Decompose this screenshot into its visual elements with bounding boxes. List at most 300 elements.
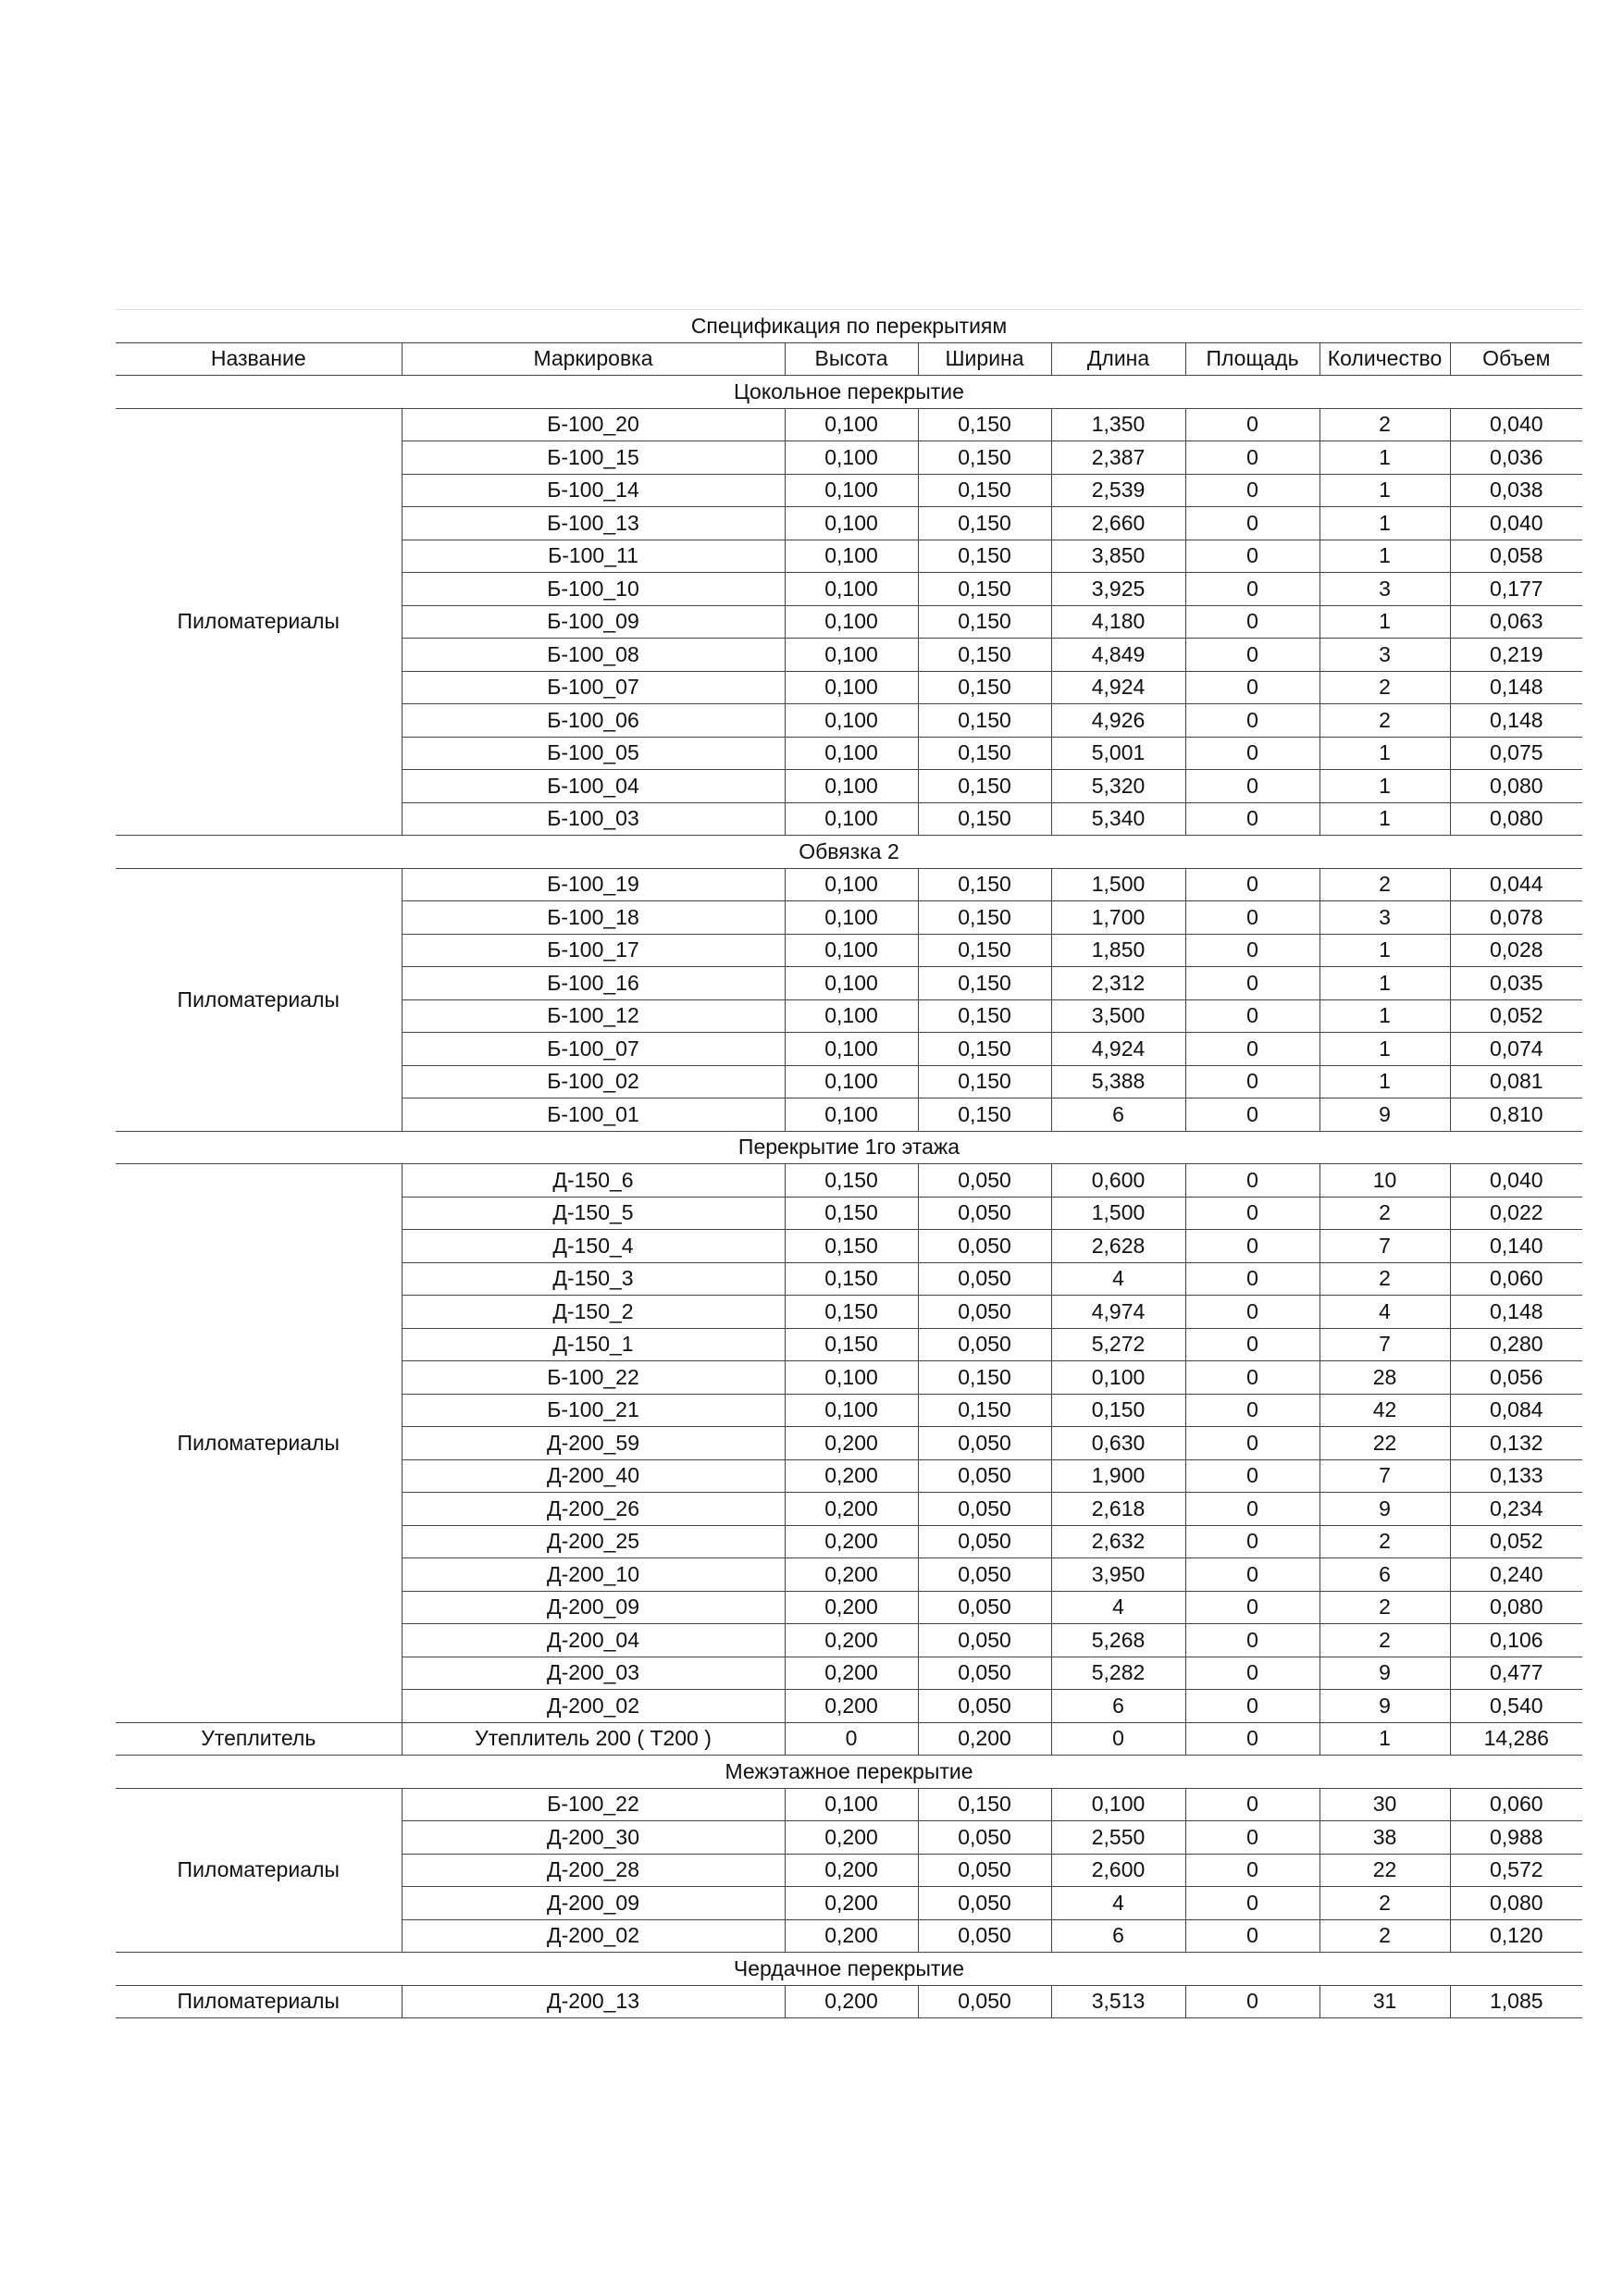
material-group-name: Пиломатериалы xyxy=(116,1985,402,2018)
section-title: Чердачное перекрытие xyxy=(116,1953,1582,1986)
table-cell: 2,632 xyxy=(1051,1525,1185,1558)
table-cell: 4 xyxy=(1051,1262,1185,1296)
table-cell: 0 xyxy=(1185,967,1319,1000)
table-title: Спецификация по перекрытиям xyxy=(116,310,1582,343)
table-cell: 0,074 xyxy=(1450,1033,1582,1066)
table-cell: Б-100_17 xyxy=(402,934,785,967)
table-cell: 0,150 xyxy=(785,1197,918,1230)
table-cell: Д-200_40 xyxy=(402,1459,785,1493)
table-cell: 0,150 xyxy=(918,901,1051,935)
table-cell: 0 xyxy=(1185,1262,1319,1296)
table-cell: 0,100 xyxy=(1051,1361,1185,1395)
table-cell: 2,550 xyxy=(1051,1821,1185,1855)
table-cell: 0,150 xyxy=(918,1394,1051,1427)
table-cell: 0 xyxy=(1185,1459,1319,1493)
table-cell: 0,540 xyxy=(1450,1690,1582,1723)
section-header-row xyxy=(116,1756,1582,1789)
table-cell: 0,028 xyxy=(1450,934,1582,967)
table-cell: 0,200 xyxy=(785,1821,918,1855)
table-cell: 2 xyxy=(1319,1197,1450,1230)
table-cell: Д-200_02 xyxy=(402,1919,785,1953)
table-cell: 42 xyxy=(1319,1394,1450,1427)
table-cell: 0,050 xyxy=(918,1459,1051,1493)
table-cell: 1 xyxy=(1319,770,1450,803)
section-title: Цокольное перекрытие xyxy=(116,376,1582,409)
table-cell: 0,150 xyxy=(785,1328,918,1361)
table-cell: 0 xyxy=(1185,704,1319,738)
section-header-row xyxy=(116,1131,1582,1164)
table-cell: 0 xyxy=(1185,1821,1319,1855)
table-cell: Д-150_3 xyxy=(402,1262,785,1296)
table-cell: 0,100 xyxy=(785,573,918,606)
table-cell: 0,050 xyxy=(918,1624,1051,1657)
table-cell: Д-150_6 xyxy=(402,1164,785,1198)
table-cell: 22 xyxy=(1319,1854,1450,1887)
table-cell: 0,133 xyxy=(1450,1459,1582,1493)
table-cell: 2 xyxy=(1319,1919,1450,1953)
table-cell: 0,100 xyxy=(785,441,918,475)
table-cell: 0,100 xyxy=(785,1361,918,1395)
table-cell: 0,150 xyxy=(918,441,1051,475)
table-cell: 2 xyxy=(1319,1624,1450,1657)
table-cell: 3,513 xyxy=(1051,1985,1185,2018)
table-cell: 0 xyxy=(1185,540,1319,573)
table-cell: 6 xyxy=(1051,1690,1185,1723)
table-cell: 7 xyxy=(1319,1459,1450,1493)
table-cell: 0,200 xyxy=(785,1854,918,1887)
table-cell: 0,038 xyxy=(1450,474,1582,507)
table-cell: 0 xyxy=(1185,1098,1319,1132)
table-cell: 2,387 xyxy=(1051,441,1185,475)
table-cell: Д-200_28 xyxy=(402,1854,785,1887)
table-cell: 0 xyxy=(1185,1230,1319,1263)
table-cell: Д-200_30 xyxy=(402,1821,785,1855)
table-cell: 0,100 xyxy=(785,474,918,507)
table-cell: 1 xyxy=(1319,1722,1450,1756)
table-cell: Б-100_15 xyxy=(402,441,785,475)
table-cell: 0,100 xyxy=(785,1065,918,1098)
table-cell: 0,200 xyxy=(785,1459,918,1493)
table-cell: 0,150 xyxy=(918,408,1051,441)
table-cell: 9 xyxy=(1319,1657,1450,1690)
table-cell: Б-100_22 xyxy=(402,1788,785,1821)
table-cell: 5,340 xyxy=(1051,802,1185,836)
table-cell: 9 xyxy=(1319,1690,1450,1723)
table-row xyxy=(116,1722,1582,1756)
table-cell: 0,200 xyxy=(785,1657,918,1690)
table-cell: 0,200 xyxy=(785,1525,918,1558)
column-header: Название xyxy=(116,342,402,376)
table-cell: 10 xyxy=(1319,1164,1450,1198)
table-cell: 0,150 xyxy=(918,1788,1051,1821)
column-header: Длина xyxy=(1051,342,1185,376)
table-cell: 0,150 xyxy=(1051,1394,1185,1427)
table-cell: 0,572 xyxy=(1450,1854,1582,1887)
table-cell: Д-150_2 xyxy=(402,1296,785,1329)
table-cell: 4,926 xyxy=(1051,704,1185,738)
table-cell: 2 xyxy=(1319,868,1450,901)
table-cell: Б-100_16 xyxy=(402,967,785,1000)
table-cell: 0 xyxy=(1185,474,1319,507)
table-title-row xyxy=(116,310,1582,343)
table-cell: Б-100_06 xyxy=(402,704,785,738)
table-cell: Б-100_01 xyxy=(402,1098,785,1132)
table-cell: 0 xyxy=(1185,1296,1319,1329)
table-cell: 2,618 xyxy=(1051,1493,1185,1526)
table-cell: 0 xyxy=(1185,1854,1319,1887)
table-cell: 0,148 xyxy=(1450,1296,1582,1329)
table-cell: 0 xyxy=(1185,1394,1319,1427)
table-cell: 0,050 xyxy=(918,1525,1051,1558)
table-cell: 4,974 xyxy=(1051,1296,1185,1329)
material-group-name: Утеплитель xyxy=(116,1722,402,1756)
table-cell: 1 xyxy=(1319,934,1450,967)
table-cell: 0 xyxy=(1185,999,1319,1033)
table-cell: 1,850 xyxy=(1051,934,1185,967)
table-cell: Д-200_04 xyxy=(402,1624,785,1657)
column-header: Объем xyxy=(1450,342,1582,376)
table-cell: 0,100 xyxy=(785,868,918,901)
table-cell: 3,950 xyxy=(1051,1558,1185,1592)
table-cell: 0,100 xyxy=(785,737,918,770)
table-cell: 0 xyxy=(1185,1788,1319,1821)
material-group-name: Пиломатериалы xyxy=(116,868,402,1131)
table-cell: Д-150_4 xyxy=(402,1230,785,1263)
table-row xyxy=(116,868,1582,901)
table-cell: 4 xyxy=(1051,1887,1185,1920)
table-cell: 0 xyxy=(1185,901,1319,935)
table-cell: 1,900 xyxy=(1051,1459,1185,1493)
table-cell: 1,500 xyxy=(1051,868,1185,901)
table-cell: Б-100_08 xyxy=(402,639,785,672)
table-cell: Б-100_05 xyxy=(402,737,785,770)
table-cell: 1,085 xyxy=(1450,1985,1582,2018)
table-cell: 0 xyxy=(1185,1033,1319,1066)
table-cell: 7 xyxy=(1319,1328,1450,1361)
material-group-name: Пиломатериалы xyxy=(116,1164,402,1723)
table-cell: Б-100_21 xyxy=(402,1394,785,1427)
table-cell: 5,282 xyxy=(1051,1657,1185,1690)
specification-table-container xyxy=(116,309,1582,2018)
table-cell: 0,036 xyxy=(1450,441,1582,475)
table-cell: 31 xyxy=(1319,1985,1450,2018)
table-cell: 0,200 xyxy=(785,1690,918,1723)
table-cell: 0,150 xyxy=(918,507,1051,540)
table-cell: 0,810 xyxy=(1450,1098,1582,1132)
table-cell: 2 xyxy=(1319,671,1450,704)
table-cell: 0 xyxy=(1185,770,1319,803)
table-cell: 0,100 xyxy=(785,1394,918,1427)
table-cell: 0,040 xyxy=(1450,1164,1582,1198)
table-cell: 2,660 xyxy=(1051,507,1185,540)
table-cell: 0 xyxy=(1185,1493,1319,1526)
table-cell: 0,044 xyxy=(1450,868,1582,901)
table-cell: 0 xyxy=(1185,507,1319,540)
table-cell: Б-100_04 xyxy=(402,770,785,803)
table-cell: Б-100_19 xyxy=(402,868,785,901)
table-cell: 0 xyxy=(1185,1427,1319,1460)
table-cell: 3 xyxy=(1319,901,1450,935)
table-cell: 0,988 xyxy=(1450,1821,1582,1855)
table-cell: 0 xyxy=(1185,1690,1319,1723)
table-cell: 14,286 xyxy=(1450,1722,1582,1756)
column-header: Высота xyxy=(785,342,918,376)
table-cell: Утеплитель 200 ( Т200 ) xyxy=(402,1722,785,1756)
table-cell: 0,100 xyxy=(785,901,918,935)
table-cell: 0,150 xyxy=(785,1262,918,1296)
table-cell: 1,500 xyxy=(1051,1197,1185,1230)
table-cell: 0,100 xyxy=(785,999,918,1033)
table-cell: 0,100 xyxy=(785,802,918,836)
table-cell: 5,268 xyxy=(1051,1624,1185,1657)
table-cell: 6 xyxy=(1319,1558,1450,1592)
table-cell: 0 xyxy=(1185,1591,1319,1624)
table-cell: 0,150 xyxy=(918,802,1051,836)
table-cell: 0,100 xyxy=(1051,1788,1185,1821)
table-cell: 0,234 xyxy=(1450,1493,1582,1526)
table-cell: 0,150 xyxy=(918,737,1051,770)
table-cell: 0 xyxy=(1185,573,1319,606)
table-cell: 3 xyxy=(1319,573,1450,606)
table-cell: 0,150 xyxy=(918,671,1051,704)
table-cell: 0,477 xyxy=(1450,1657,1582,1690)
table-cell: Б-100_13 xyxy=(402,507,785,540)
table-cell: 0,100 xyxy=(785,1788,918,1821)
column-header: Маркировка xyxy=(402,342,785,376)
table-cell: Д-200_09 xyxy=(402,1591,785,1624)
table-cell: 5,272 xyxy=(1051,1328,1185,1361)
table-cell: 0,050 xyxy=(918,1262,1051,1296)
table-cell: Д-200_09 xyxy=(402,1887,785,1920)
table-cell: Б-100_20 xyxy=(402,408,785,441)
table-cell: Д-200_26 xyxy=(402,1493,785,1526)
material-group-name: Пиломатериалы xyxy=(116,408,402,836)
table-cell: 0,100 xyxy=(785,1033,918,1066)
table-cell: 5,320 xyxy=(1051,770,1185,803)
table-cell: 0,050 xyxy=(918,1985,1051,2018)
table-cell: 0 xyxy=(1185,1065,1319,1098)
specification-table xyxy=(116,309,1582,2018)
table-cell: 0,050 xyxy=(918,1197,1051,1230)
table-cell: 0,200 xyxy=(785,1624,918,1657)
table-cell: 0,050 xyxy=(918,1887,1051,1920)
table-cell: 0,150 xyxy=(918,868,1051,901)
table-cell: 0 xyxy=(1185,934,1319,967)
table-cell: 0,150 xyxy=(918,540,1051,573)
table-cell: 3,925 xyxy=(1051,573,1185,606)
table-row xyxy=(116,1985,1582,2018)
table-cell: 7 xyxy=(1319,1230,1450,1263)
table-cell: 0 xyxy=(1185,1361,1319,1395)
table-cell: 0,100 xyxy=(785,408,918,441)
table-cell: 28 xyxy=(1319,1361,1450,1395)
table-cell: 2 xyxy=(1319,1525,1450,1558)
table-cell: 0,050 xyxy=(918,1591,1051,1624)
table-cell: 0 xyxy=(785,1722,918,1756)
table-cell: 1 xyxy=(1319,999,1450,1033)
table-cell: 0,050 xyxy=(918,1230,1051,1263)
table-cell: Б-100_18 xyxy=(402,901,785,935)
table-cell: 0,050 xyxy=(918,1164,1051,1198)
table-cell: 6 xyxy=(1051,1919,1185,1953)
table-cell: 0,060 xyxy=(1450,1788,1582,1821)
table-cell: 0,148 xyxy=(1450,671,1582,704)
table-cell: Б-100_11 xyxy=(402,540,785,573)
table-cell: 0 xyxy=(1185,1624,1319,1657)
table-cell: 0,280 xyxy=(1450,1328,1582,1361)
table-cell: 0,050 xyxy=(918,1558,1051,1592)
table-cell: 0,150 xyxy=(785,1230,918,1263)
table-cell: 0,050 xyxy=(918,1821,1051,1855)
table-cell: 0,056 xyxy=(1450,1361,1582,1395)
table-cell: 0,100 xyxy=(785,967,918,1000)
table-cell: 9 xyxy=(1319,1098,1450,1132)
table-cell: 0 xyxy=(1185,605,1319,639)
table-cell: 0,219 xyxy=(1450,639,1582,672)
table-cell: 9 xyxy=(1319,1493,1450,1526)
table-cell: 0,120 xyxy=(1450,1919,1582,1953)
table-cell: 0,100 xyxy=(785,934,918,967)
table-cell: 0,150 xyxy=(918,474,1051,507)
table-cell: 0,150 xyxy=(918,934,1051,967)
table-cell: 2,628 xyxy=(1051,1230,1185,1263)
table-cell: Д-200_13 xyxy=(402,1985,785,2018)
table-cell: 3,850 xyxy=(1051,540,1185,573)
table-cell: 1 xyxy=(1319,605,1450,639)
table-cell: 6 xyxy=(1051,1098,1185,1132)
table-cell: 0,200 xyxy=(785,1887,918,1920)
table-cell: Б-100_10 xyxy=(402,573,785,606)
table-cell: 5,001 xyxy=(1051,737,1185,770)
table-cell: Б-100_22 xyxy=(402,1361,785,1395)
material-group-name: Пиломатериалы xyxy=(116,1788,402,1953)
table-cell: Д-200_59 xyxy=(402,1427,785,1460)
table-cell: 4,924 xyxy=(1051,1033,1185,1066)
table-cell: 0,150 xyxy=(785,1164,918,1198)
table-cell: 0,050 xyxy=(918,1296,1051,1329)
table-cell: 4,180 xyxy=(1051,605,1185,639)
table-cell: 0,132 xyxy=(1450,1427,1582,1460)
section-title: Обвязка 2 xyxy=(116,836,1582,869)
table-row xyxy=(116,408,1582,441)
table-cell: 0,200 xyxy=(785,1985,918,2018)
table-cell: 1,350 xyxy=(1051,408,1185,441)
table-cell: 1 xyxy=(1319,802,1450,836)
table-cell: 0,081 xyxy=(1450,1065,1582,1098)
table-cell: 2 xyxy=(1319,704,1450,738)
table-cell: 0,040 xyxy=(1450,408,1582,441)
table-cell: 2,539 xyxy=(1051,474,1185,507)
table-cell: Д-150_1 xyxy=(402,1328,785,1361)
table-cell: 0,600 xyxy=(1051,1164,1185,1198)
table-cell: 0,100 xyxy=(785,639,918,672)
table-cell: 0 xyxy=(1185,1657,1319,1690)
section-title: Перекрытие 1го этажа xyxy=(116,1131,1582,1164)
table-cell: 0,140 xyxy=(1450,1230,1582,1263)
table-cell: 0,050 xyxy=(918,1854,1051,1887)
table-cell: 0,200 xyxy=(918,1722,1051,1756)
table-cell: 4,849 xyxy=(1051,639,1185,672)
table-cell: 5,388 xyxy=(1051,1065,1185,1098)
table-cell: 0,050 xyxy=(918,1328,1051,1361)
table-cell: 22 xyxy=(1319,1427,1450,1460)
table-cell: 0,084 xyxy=(1450,1394,1582,1427)
table-cell: 38 xyxy=(1319,1821,1450,1855)
table-cell: 0,022 xyxy=(1450,1197,1582,1230)
table-cell: 0,050 xyxy=(918,1427,1051,1460)
table-cell: 0,200 xyxy=(785,1493,918,1526)
table-cell: 0,106 xyxy=(1450,1624,1582,1657)
table-cell: 3 xyxy=(1319,639,1450,672)
table-cell: 0,050 xyxy=(918,1690,1051,1723)
table-cell: 0,080 xyxy=(1450,1887,1582,1920)
table-cell: 0,177 xyxy=(1450,573,1582,606)
table-cell: 0,150 xyxy=(918,999,1051,1033)
table-cell: Б-100_14 xyxy=(402,474,785,507)
table-cell: 0,052 xyxy=(1450,999,1582,1033)
table-cell: 0,050 xyxy=(918,1657,1051,1690)
table-cell: 1 xyxy=(1319,737,1450,770)
table-cell: Б-100_03 xyxy=(402,802,785,836)
table-cell: 0,150 xyxy=(918,639,1051,672)
table-cell: 0,200 xyxy=(785,1427,918,1460)
table-cell: 0,063 xyxy=(1450,605,1582,639)
table-cell: 1,700 xyxy=(1051,901,1185,935)
table-cell: 0 xyxy=(1185,1919,1319,1953)
table-cell: 1 xyxy=(1319,1065,1450,1098)
section-header-row xyxy=(116,376,1582,409)
table-cell: 0,630 xyxy=(1051,1427,1185,1460)
table-cell: 1 xyxy=(1319,967,1450,1000)
table-cell: 0,080 xyxy=(1450,1591,1582,1624)
table-cell: 0 xyxy=(1185,868,1319,901)
table-cell: 4 xyxy=(1051,1591,1185,1624)
table-cell: 0 xyxy=(1185,1985,1319,2018)
table-cell: 0,150 xyxy=(918,770,1051,803)
table-cell: 2 xyxy=(1319,1591,1450,1624)
table-cell: 0 xyxy=(1185,639,1319,672)
table-cell: 30 xyxy=(1319,1788,1450,1821)
table-cell: 0 xyxy=(1185,1197,1319,1230)
table-cell: 0,100 xyxy=(785,605,918,639)
table-cell: 0,080 xyxy=(1450,802,1582,836)
table-cell: 0,080 xyxy=(1450,770,1582,803)
table-cell: Б-100_07 xyxy=(402,671,785,704)
table-cell: Д-200_02 xyxy=(402,1690,785,1723)
table-row xyxy=(116,1164,1582,1198)
table-cell: Б-100_07 xyxy=(402,1033,785,1066)
table-cell: 1 xyxy=(1319,441,1450,475)
table-cell: 0,035 xyxy=(1450,967,1582,1000)
table-cell: 1 xyxy=(1319,474,1450,507)
table-cell: 0,200 xyxy=(785,1591,918,1624)
table-cell: 2 xyxy=(1319,408,1450,441)
table-cell: 0 xyxy=(1185,441,1319,475)
table-cell: 0 xyxy=(1185,1328,1319,1361)
table-cell: 2,312 xyxy=(1051,967,1185,1000)
header-row xyxy=(116,342,1582,376)
table-cell: 0,100 xyxy=(785,507,918,540)
table-cell: 0,150 xyxy=(918,967,1051,1000)
table-cell: 0 xyxy=(1185,1558,1319,1592)
table-cell: 0 xyxy=(1185,1525,1319,1558)
table-cell: 0 xyxy=(1185,1164,1319,1198)
table-cell: 0,150 xyxy=(918,1098,1051,1132)
table-cell: 0,050 xyxy=(918,1919,1051,1953)
table-cell: Б-100_02 xyxy=(402,1065,785,1098)
table-cell: 0 xyxy=(1185,1722,1319,1756)
table-cell: 0,150 xyxy=(918,704,1051,738)
